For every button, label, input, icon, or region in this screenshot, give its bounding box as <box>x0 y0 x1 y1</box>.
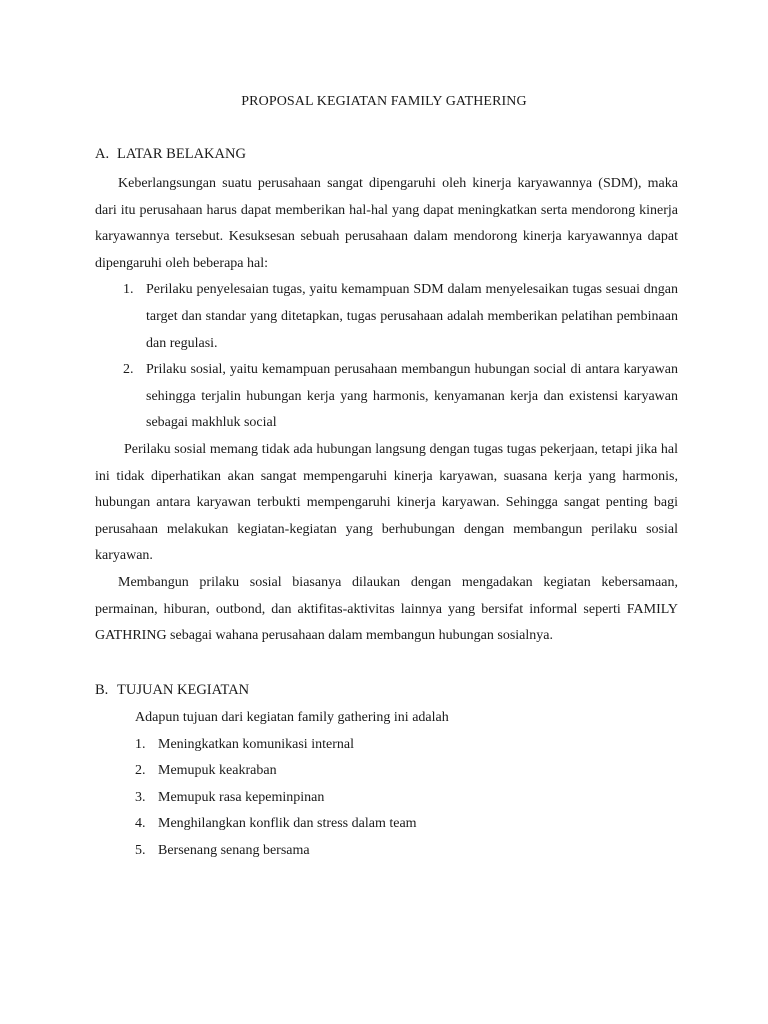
list-item-number: 1. <box>135 736 146 752</box>
list-item-number: 1. <box>123 282 134 298</box>
list-item-text: Prilaku sosial, yaitu kemampuan perusahaan membangun hubungan social di antara karyawan sehingga terjalin hubungan kerja yang harmonis, kenyamanan kerja dan existensi karyawan sebagai makhluk social <box>146 362 678 431</box>
list-item-number: 3. <box>135 789 146 805</box>
list-item-number: 4. <box>135 816 146 832</box>
section-b-body <box>135 705 635 865</box>
section-a-title: LATAR BELAKANG <box>117 146 246 162</box>
list-item <box>135 785 635 812</box>
section-b-intro: Adapun tujuan dari kegiatan family gathering ini adalah <box>135 710 449 725</box>
list-item-text: Memupuk rasa kepeminpinan <box>158 789 325 805</box>
list-item-number: 2. <box>135 763 146 779</box>
section-a-paragraph-3: Membangun prilaku sosial biasanya dilaukan dengan mengadakan kegiatan kebersamaan, permainan, hiburan, outbond, dan aktifitas-aktivitas lainnya yang bersifat informal seperti FAMILY GATHRING sebagai wahana perusahaan dalam membangun hubungan sosialnya. <box>95 574 678 644</box>
list-item-text: Meningkatkan komunikasi internal <box>158 736 354 752</box>
document-title: PROPOSAL KEGIATAN FAMILY GATHERING <box>241 94 527 109</box>
section-a-list <box>95 277 678 437</box>
list-item-text: Bersenang senang bersama <box>158 842 310 858</box>
section-b-title: TUJUAN KEGIATAN <box>117 682 250 698</box>
list-item-number: 5. <box>135 842 146 858</box>
section-a-paragraph-2: Perilaku sosial memang tidak ada hubungan langsung dengan tugas tugas pekerjaan, tetapi jika hal ini tidak diperhatikan akan sangat mempengaruhi kinerja karyawan, suasana kerja yang harmonis, hubungan antara karyawan terbukti mempengaruhi kinerja karyawan. Sehingga sangat penting bagi perusahaan melakukan kegiatan-kegiatan yang berhubungan dengan membangun perilaku sosial karyawan. <box>95 441 678 564</box>
section-b-heading <box>95 682 249 699</box>
list-item-text: Perilaku penyelesaian tugas, yaitu kemampuan SDM dalam menyelesaikan tugas sesuai dngan target dan standar yang ditetapkan, tugas perusahaan adalah memberikan pelatihan pembinaan dan regulasi. <box>146 282 678 351</box>
list-item <box>135 732 635 759</box>
list-item <box>123 357 678 437</box>
section-a-heading <box>95 146 246 163</box>
list-item-text: Memupuk keakraban <box>158 763 277 779</box>
section-b-letter: B. <box>95 682 109 698</box>
list-item <box>135 758 635 785</box>
list-item <box>135 838 635 865</box>
list-item-text: Menghilangkan konflik dan stress dalam team <box>158 816 417 832</box>
list-item <box>135 811 635 838</box>
list-item <box>123 277 678 357</box>
section-a-paragraph-1: Keberlangsungan suatu perusahaan sangat dipengaruhi oleh kinerja karyawannya (SDM), maka dari itu perusahaan harus dapat memberikan hal-hal yang dapat meningkatkan serta mendorong kinerja karyawannya tersebut. Kesuksesan sebuah perusahaan dalam mendorong kinerja karyawannya dapat dipengaruhi oleh beberapa hal: <box>95 176 678 271</box>
section-b-list <box>135 732 635 865</box>
section-a-body <box>95 171 678 650</box>
section-a-letter: A. <box>95 146 110 162</box>
list-item-number: 2. <box>123 362 134 378</box>
